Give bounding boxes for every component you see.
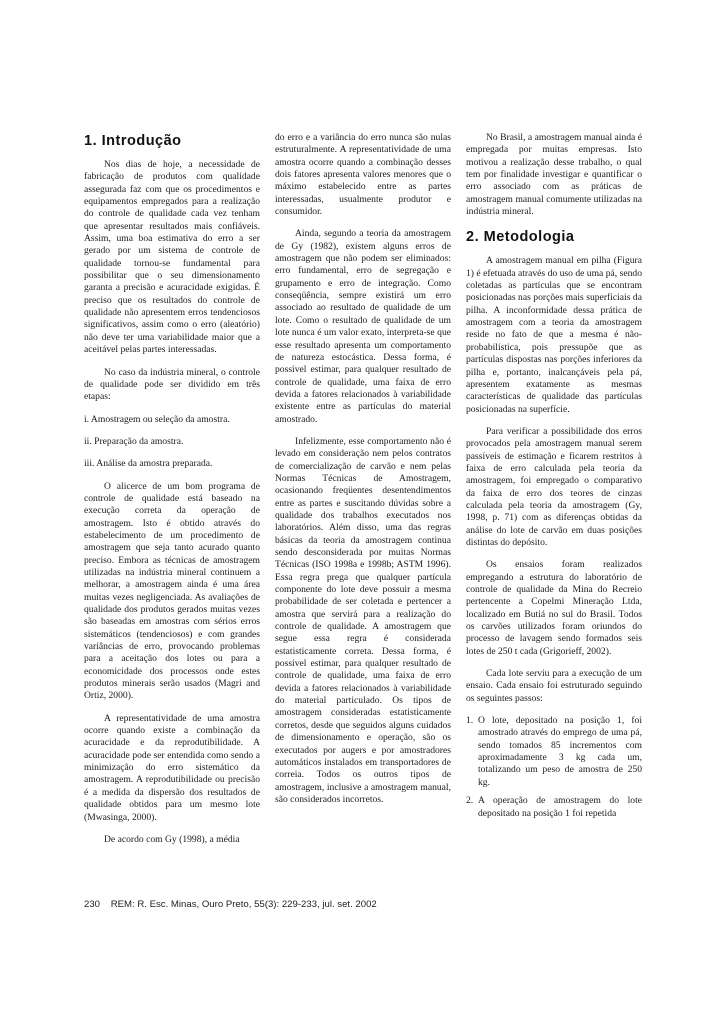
column-left — [84, 132, 260, 856]
paragraph: Ainda, segundo a teoria da amostragem de Gy (1982), existem alguns erros de amostragem que não podem ser eliminados: erro fundamental, erro de segregação e grupamento e erro de integração. Como conseqüência, sempre existirá um erro associado ao resultado de qualidade de um lote. Como o resultado de qualidade de um lote nunca é um valor exato, interpreta-se que esse resultado apresenta um comportamento de natureza estocástica. Dessa forma, é possível estimar, para qualquer resultado de controle de qualidade, uma faixa de erro devida a fatores relacionados à variabilidade existente entre as partículas do material amostrado. — [275, 228, 451, 425]
paragraph: do erro e a variância do erro nunca são nulas estruturalmente. A representatividade de uma amostra ocorre quando a combinação desses dois fatores apresenta valores menores que o máximo estabelecido entre as partes interessadas, usualmente produtor e consumidor. — [275, 132, 451, 218]
step-text: O lote, depositado na posição 1, foi amostrado através do emprego de uma pá, sendo tomados 85 incrementos com aproximadamente 3 kg cada um, totalizando um peso de amostra de 250 kg. — [478, 715, 642, 788]
step-number: 2. — [466, 795, 474, 807]
page-footer — [84, 899, 377, 910]
procedure-steps — [466, 715, 642, 820]
list-item: ii. Preparação da amostra. — [84, 435, 184, 447]
column-middle — [275, 132, 451, 816]
paragraph: Nos dias de hoje, a necessidade de fabricação de produtos com qualidade assegurada faz com que os procedimentos e equipamentos empregados para a realização do controle de qualidade cada vez tenham que apresentar resultados mais confiáveis. Assim, uma boa estimativa do erro a ser gerado por um sistema de controle de qualidade tornou-se fundamental para possibilitar que o seu dimensionamento garanta a precisão e acuracidade exigidas. É preciso que os resultados do controle de qualidade não apresentem erros tendenciosos significativos, assim como o erro (aleatório) não deve ter uma variabilidade maior que a aceitável pelas partes interessadas. — [84, 159, 260, 356]
paragraph: Infelizmente, esse comportamento não é levado em consideração nem pelos contratos de comercialização de carvão e nem pelas Normas Técnicas de Amostragem, ocasionando freqüentes desentendimentos entre as partes e suscitando dúvidas sobre a qualidade dos trabalhos executados nos laboratórios. Além disso, uma das regras básicas da teoria da amostragem continua sendo desconsiderada por muitas Normas Técnicas (ISO 1998a e 1998b; ASTM 1996). Essa regra prega que qualquer partícula componente do lote deve possuir a mesma probabilidade de ser coletada e pertencer a amostra que servirá para a realização do controle de qualidade. A amostragem que segue essa regra é considerada estatisticamente correta. Dessa forma, é possível estimar, para qualquer resultado de controle de qualidade, uma faixa de erro devida a fatores relacionados à variabilidade do material particulado. Os tipos de amostragem consideradas estatisticamente corretos, desde que seguidos alguns cuidados de dimensionamento e operação, são os executados por augers e por amostradores automáticos instalados em transportadores de correia. Todos os outros tipos de amostragem, inclusive a amostragem manual, são considerados incorretos. — [275, 435, 451, 805]
list-item: iii. Análise da amostra preparada. — [84, 458, 213, 470]
paragraph: A representatividade de uma amostra ocorre quando existe a combinação da acuracidade e da reprodutibilidade. A acuracidade pode ser entendida como sendo a minimização do erro sistemático da amostragem. A reprodutibilidade ou precisão é a medida da dispersão dos resultados de qualidade obtidos para um mesmo lote (Mwasinga, 2000). — [84, 712, 260, 823]
paragraph: Os ensaios foram realizados empregando a estrutura do laboratório de controle de qualidade da Mina do Recreio pertencente a Copelmi Mineração Ltda, localizado em Butiá no sul do Brasil. Todos os carvões utilizados foram oriundos do processo de lavagem sendo formados seis lotes de 250 t cada (Grigorieff, 2002). — [466, 559, 642, 657]
list-item — [466, 795, 642, 820]
list-item: i. Amostragem ou seleção da amostra. — [84, 413, 230, 425]
paragraph: O alicerce de um bom programa de controle de qualidade está baseado na execução correta da operação de amostragem. Isto é obtido através do estabelecimento de um procedimento de amostragem que seja tanto acurado quanto preciso. Embora as técnicas de amostragem utilizadas na indústria mineral continuem a melhorar, a amostragem ainda é uma área muitas vezes negligenciada. As avaliações de qualidade dos produtos gerados muitas vezes são baseadas em amostras com sérios erros sistemáticos (tendenciosos) e com grandes variâncias de erro, provocando problemas para a aceitação dos lotes ou para a economicidade dos processos onde estes produtos minerais serão usados (Magri and Ortiz, 2000). — [84, 480, 260, 702]
paragraph: De acordo com Gy (1998), a média — [104, 833, 240, 845]
paragraph: No Brasil, a amostragem manual ainda é empregada por muitas empresas. Isto motivou a realização desse trabalho, o qual tem por finalidade investigar e quantificar o erro associado com as práticas de amostragem manual comumente utilizadas na indústria mineral. — [466, 132, 642, 218]
journal-citation: REM: R. Esc. Minas, Ouro Preto, 55(3): 229-233, jul. set. 2002 — [110, 899, 377, 910]
paragraph: A amostragem manual em pilha (Figura 1) é efetuada através do uso de uma pá, sendo coletadas as partículas que se encontram posicionadas nas porções mais superficiais da pilha. A inconformidade dessa prática de amostragem com a teoria da amostragem reside no fato de que a mesma é não-probabilística, pois pressupõe que as partículas dispostas nas porções inferiores da pilha e, portanto, inalcançáveis pela pá, apresentem exatamente as mesmas características de qualidade das partículas posicionadas na superfície. — [466, 255, 642, 415]
list-item — [466, 715, 642, 789]
stage-list — [84, 414, 260, 471]
column-right — [466, 132, 642, 826]
step-text: A operação de amostragem do lote depositado na posição 1 foi repetida — [478, 795, 642, 819]
section-heading-metodologia: 2. Metodologia — [466, 229, 575, 246]
paragraph: No caso da indústria mineral, o controle de qualidade pode ser dividido em três etapas: — [84, 366, 260, 403]
section-heading-introducao: 1. Introdução — [84, 133, 182, 149]
page-number: 230 — [84, 899, 101, 910]
paragraph: Cada lote serviu para a execução de um ensaio. Cada ensaio foi estruturado seguindo os seguintes passos: — [466, 668, 642, 704]
paragraph: Para verificar a possibilidade dos erros provocados pela amostragem manual serem passíveis de estimação e ficarem restritos à faixa de erro calculada pela teoria da amostragem, foi empregado o comparativo da faixa de erro dos teores de cinzas calculada pela teoria da amostragem (Gy, 1998, p. 71) com as diferenças obtidas da análise do lote de carvão em duas posições distintas do depósito. — [466, 425, 642, 548]
step-number: 1. — [466, 715, 474, 727]
